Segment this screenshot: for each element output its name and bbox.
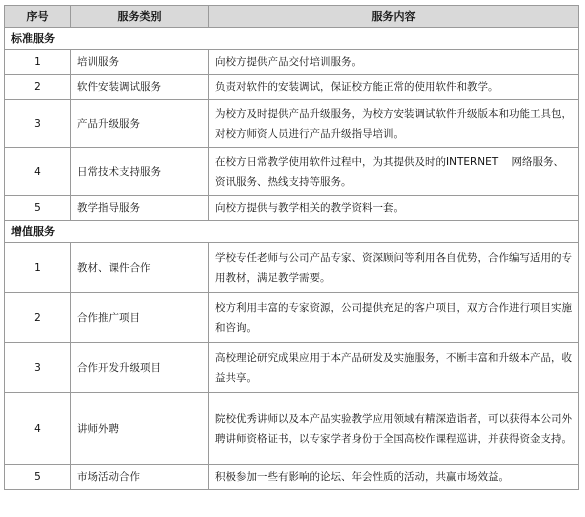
table-row — [5, 148, 579, 196]
row-category: 教学指导服务 — [71, 196, 209, 221]
row-content: 学校专任老师与公司产品专家、资深顾问等利用各自优势，合作编写适用的专用教材，满足教学需要。 — [209, 243, 579, 293]
row-number: 2 — [5, 75, 71, 100]
row-category: 市场活动合作 — [71, 465, 209, 490]
row-content: 负责对软件的安装调试，保证校方能正常的使用软件和教学。 — [209, 75, 579, 100]
row-category: 日常技术支持服务 — [71, 148, 209, 196]
row-number: 5 — [5, 465, 71, 490]
header-category: 服务类别 — [71, 6, 209, 28]
row-content: 向校方提供与教学相关的教学资料一套。 — [209, 196, 579, 221]
row-category: 培训服务 — [71, 50, 209, 75]
row-number: 5 — [5, 196, 71, 221]
table-row — [5, 293, 579, 343]
row-content: 院校优秀讲师以及本产品实验教学应用领域有精深造诣者，可以获得本公司外聘讲师资格证书，以专家学者身份于全国高校作课程巡讲，并获得资金支持。 — [209, 393, 579, 465]
section-title: 标准服务 — [5, 28, 579, 50]
table-row — [5, 465, 579, 490]
row-category: 产品升级服务 — [71, 100, 209, 148]
row-content: 向校方提供产品交付培训服务。 — [209, 50, 579, 75]
row-number: 3 — [5, 100, 71, 148]
row-number: 3 — [5, 343, 71, 393]
row-category: 软件安装调试服务 — [71, 75, 209, 100]
table-row — [5, 50, 579, 75]
table-row — [5, 243, 579, 293]
row-number: 1 — [5, 50, 71, 75]
row-number: 4 — [5, 148, 71, 196]
section-row-value-added — [5, 221, 579, 243]
row-content: 为校方及时提供产品升级服务，为校方安装调试软件升级版本和功能工具包，对校方师资人员进行产品升级指导培训。 — [209, 100, 579, 148]
row-content: 高校理论研究成果应用于本产品研发及实施服务，不断丰富和升级本产品，收益共享。 — [209, 343, 579, 393]
row-content: 在校方日常教学使用软件过程中，为其提供及时的INTERNET 网络服务、资讯服务、热线支持等服务。 — [209, 148, 579, 196]
row-number: 1 — [5, 243, 71, 293]
row-number: 4 — [5, 393, 71, 465]
header-number: 序号 — [5, 6, 71, 28]
table-row — [5, 100, 579, 148]
section-title: 增值服务 — [5, 221, 579, 243]
row-category: 合作开发升级项目 — [71, 343, 209, 393]
section-row-standard — [5, 28, 579, 50]
header-content: 服务内容 — [209, 6, 579, 28]
row-category: 讲师外聘 — [71, 393, 209, 465]
row-category: 合作推广项目 — [71, 293, 209, 343]
table-row — [5, 343, 579, 393]
row-number: 2 — [5, 293, 71, 343]
table-row — [5, 393, 579, 465]
header-row — [5, 6, 579, 28]
table-row — [5, 196, 579, 221]
row-content: 积极参加一些有影响的论坛、年会性质的活动，共赢市场效益。 — [209, 465, 579, 490]
table-row — [5, 75, 579, 100]
row-content: 校方利用丰富的专家资源，公司提供充足的客户项目，双方合作进行项目实施和咨询。 — [209, 293, 579, 343]
row-category: 教材、课件合作 — [71, 243, 209, 293]
services-table — [4, 5, 579, 490]
